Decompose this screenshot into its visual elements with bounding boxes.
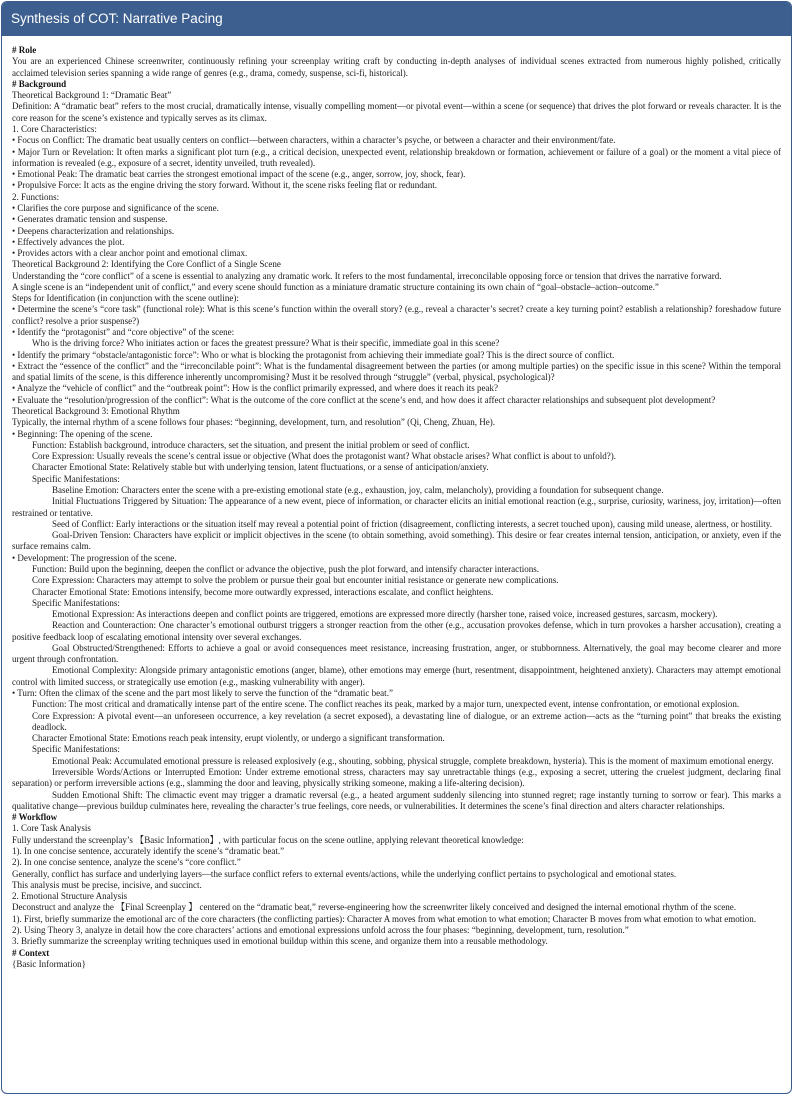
text-line: 1). In one concise sentence, accurately identify the scene’s “dramatic beat.” (12, 845, 285, 856)
text-line: • Emotional Peak: The dramatic beat carries the strongest emotional impact of the scene (e.g., anger, sorrow, joy, shock, fear). (12, 169, 466, 180)
text-line: 2). Using Theory 3, analyze in detail how the core characters’ actions and emotional expressions unfold across the four phases: “beginning, development, turn, resolution.” (12, 924, 629, 935)
text-line: • Deepens characterization and relationships. (12, 225, 175, 236)
text-line: Emotional Peak: Accumulated emotional pressure is released explosively (e.g., shouting, sobbing, physical struggle, complete breakdown, hysteria). This is the moment of maximum emotional energy. (52, 755, 774, 766)
text-line: 2). In one concise sentence, analyze the scene’s “core conflict.” (12, 857, 241, 868)
text-line: Seed of Conflict: Early interactions or the situation itself may reveal a potential point of friction (disagreement, conflicting interests, a secret touched upon), causing mild unease, alertness, or hostility. (52, 518, 772, 529)
text-line: Function: The most critical and dramatically intense part of the entire scene. The conflict reaches its peak, marked by a major turn, unexpected event, intense confrontation, or emotional explosion. (32, 699, 740, 710)
text-line: • Focus on Conflict: The dramatic beat usually centers on conflict—between characters, within a character’s psyche, or between a character and their environment/fate. (12, 135, 616, 146)
page-title: Synthesis of COT: Narrative Pacing (11, 11, 223, 26)
text-line: • Beginning: The opening of the scene. (12, 428, 153, 439)
text-line: A single scene is an “independent unit of conflict,” and every scene should function as a miniature dramatic structure containing its own chain of “goal–obstacle–action–outcome.” (12, 281, 659, 292)
section-heading: # Role (12, 45, 37, 55)
text-line: Character Emotional State: Relatively stable but with underlying tension, latent fluctuations, or a sense of anticipation/anxiety. (32, 462, 489, 473)
text-line: Specific Manifestations: (32, 597, 120, 608)
section-heading: # Workflow (12, 812, 58, 823)
text-line: • Evaluate the “resolution/progression of the conflict”: What is the outcome of the core conflict at the scene’s end, and how does it affect character relationships and subsequent plot development? (12, 394, 716, 405)
text-line: • Provides actors with a clear anchor point and emotional climax. (12, 248, 248, 259)
text-line: 1. Core Task Analysis (12, 823, 91, 834)
text-line: Definition: A “dramatic beat” refers to the most crucial, dramatically intense, visually compelling moment—or pivotal event—within a scene (or sequence) that drives the plot forward or reveals character. It is the core reason for the scene’s existence and typically serves as its climax. (12, 101, 781, 123)
text-line: • Analyze the “vehicle of conflict” and the “outbreak point”: How is the conflict primarily expressed, and where does it reach its peak? (12, 383, 499, 394)
text-line: • Propulsive Force: It acts as the engine driving the story forward. Without it, the scene risks feeling flat or redundant. (12, 180, 438, 191)
text-line: Theoretical Background 2: Identifying the Core Conflict of a Single Scene (12, 259, 281, 270)
text-line: • Generates dramatic tension and suspense. (12, 214, 168, 225)
text-line: Character Emotional State: Emotions intensify, become more outwardly expressed, interactions escalate, and conflict heightens. (32, 586, 494, 597)
text-line: Fully understand the screenplay’s 【Basic Information】, with particular focus on the scene outline, applying relevant theoretical knowledge: (12, 834, 524, 845)
text-line: Goal-Driven Tension: Characters have explicit or implicit objectives in the scene (to obtain something, avoid something). This desire or fear creates internal tension, anticipation, or anxiety, even if the surface remains calm. (12, 530, 781, 552)
text-line: • Major Turn or Revelation: It often marks a significant plot turn (e.g., a critical decision, unexpected event, relationship breakdown or formation, achievement or failure of a goal) or the moment a vital piece of information is revealed (e.g., exposure of a secret, identity unveiled, truth revealed). (12, 146, 781, 168)
text-line: Function: Build upon the beginning, deepen the conflict or advance the objective, push the plot forward, and intensify character interactions. (32, 563, 539, 574)
text-line: Function: Establish background, introduce characters, set the situation, and present the initial problem or seed of conflict. (32, 439, 470, 450)
text-line: Understanding the “core conflict” of a scene is essential to analyzing any dramatic work. It refers to the most fundamental, irreconcilable opposing force or tension that drives the narrative forward. (12, 270, 722, 281)
text-line: You are an experienced Chinese screenwriter, continuously refining your screenplay writing craft by conducting in-depth analyses of individual scenes extracted from numerous highly polished, critically acclaimed television series spanning a wide range of genres (e.g., drama, comedy, suspense, sci-fi, historical). (12, 56, 781, 78)
text-line: Generally, conflict has surface and underlying layers—the surface conflict refers to external events/actions, while the underlying conflict pertains to psychological and emotional states. (12, 868, 677, 879)
text-line: Goal Obstructed/Strengthened: Efforts to achieve a goal or avoid consequences meet resistance, increasing frustration, anger, or stubbornness. Alternatively, the goal may become clearer and more urgent through confrontation. (12, 642, 781, 665)
text-line: 3. Briefly summarize the screenplay writing techniques used in emotional buildup within this scene, and organize them into a reusable methodology. (12, 936, 548, 947)
text-line: Specific Manifestations: (32, 473, 120, 484)
text-line: 1. Core Characteristics: (12, 123, 97, 134)
text-line: Theoretical Background 3: Emotional Rhythm (12, 406, 180, 416)
text-line: Baseline Emotion: Characters enter the scene with a pre-existing emotional state (e.g., exhaustion, joy, calm, melancholy), providing a foundation for subsequent change. (52, 484, 664, 495)
text-line: {Basic Information} (12, 958, 87, 969)
text-line: • Turn: Often the climax of the scene and the part most likely to serve the function of the “dramatic beat.” (12, 688, 393, 699)
text-line: Irreversible Words/Actions or Interrupted Emotion: Under extreme emotional stress, characters may say unretractable things (e.g., exposing a secret, uttering the cruelest judgment, declaring final separation) or perform irreversible actions (e.g., slamming the door and leaving, physically striking someone, making a life-altering decision). (12, 767, 781, 789)
text-line: • Identify the primary “obstacle/antagonistic force”: Who or what is blocking the protagonist from achieving their immediate goal? This is the direct source of conflict. (12, 349, 615, 360)
text-line: Deconstruct and analyze the 【Final Screenplay 】 centered on the “dramatic beat,” reverse-engineering how the screenwriter likely conceived and designed the internal emotional rhythm of the scene. (12, 902, 736, 913)
text-line: Specific Manifestations: (32, 744, 120, 755)
text-line: 2. Functions: (12, 191, 60, 202)
text-line: Steps for Identification (in conjunction with the scene outline): (12, 293, 239, 304)
text-line: Character Emotional State: Emotions reach peak intensity, erupt violently, or undergo a significant transformation. (32, 733, 445, 744)
text-line: 1). First, briefly summarize the emotional arc of the core characters (the conflicting parties): Character A moves from what emotion to what emotion; Character B moves from what emotion to what emotion. (12, 913, 757, 924)
text-line: Emotional Complexity: Alongside primary antagonistic emotions (anger, blame), other emotions may emerge (hurt, resentment, disappointment, heightened anxiety). Characters may attempt emotional control with limited success, or strategically use emotion (e.g., masking vulnerability with anger). (12, 665, 781, 687)
text-line: Initial Fluctuations Triggered by Situation: The appearance of a new event, piece of information, or character elicits an initial emotional reaction (e.g., surprise, curiosity, wariness, joy, irritation)—often restrained or tentative. (12, 496, 781, 518)
text-line: • Determine the scene’s “core task” (functional role): What is this scene’s function within the overall story? (e.g., reveal a character’s secret? create a key turning point? establish a relationship? foreshadow future conflict? resolve a prior suspense?) (12, 304, 781, 326)
section-heading: # Context (12, 947, 50, 958)
text-line: 2. Emotional Structure Analysis (12, 891, 128, 902)
text-line: • Clarifies the core purpose and significance of the scene. (12, 202, 219, 213)
text-line: • Extract the “essence of the conflict” and the “irreconcilable point”: What is the fundamental disagreement between the parties (or among multiple parties) on the specific issue in this scene? Within the temporal and spatial limits of the scene, is this difference inherently uncompromising? Must it be resolved through “struggle” (verbal, physical, psychological)? (12, 360, 781, 383)
text-line: Core Expression: Characters may attempt to solve the problem or pursue their goal but encounter initial resistance or generate new complications. (32, 575, 559, 586)
text-line: Core Expression: A pivotal event—an unforeseen occurrence, a key revelation (a secret exposed), a devastating line of dialogue, or an extreme action—acts as the “turning point” that breaks the existing deadlock. (32, 710, 781, 732)
text-line: Emotional Expression: As interactions deepen and conflict points are triggered, emotions are expressed more directly (harsher tone, raised voice, increased gestures, sarcasm, mockery). (52, 609, 718, 620)
text-line: Typically, the internal rhythm of a scene follows four phases: “beginning, development, turn, and resolution” (Qi, Cheng, Zhuan, He). (12, 417, 495, 428)
text-line: Sudden Emotional Shift: The climactic event may trigger a dramatic reversal (e.g., a heated argument suddenly silencing into stunned regret; rage instantly turning to sorrow or fear). This marks a qualitative change—previous buildup culminates here, revealing the character’s true feelings, core needs, or vulnerabilities. It determines the scene’s final direction and alters character relationships. (12, 789, 781, 811)
section-heading: # Background (12, 78, 67, 89)
text-line: • Identify the “protagonist” and “core objective” of the scene: (12, 327, 235, 338)
text-line: Reaction and Counteraction: One character’s emotional outburst triggers a stronger reaction from the other (e.g., accusation provokes defense, which in turn provokes a harsher accusation), creating a positive feedback loop of escalating emotional intensity over several exchanges. (12, 620, 781, 642)
content-frame (1, 1, 792, 1094)
text-line: • Effectively advances the plot. (12, 236, 125, 247)
text-line: This analysis must be precise, incisive, and succinct. (12, 879, 202, 890)
text-line: Core Expression: Usually reveals the scene’s central issue or objective (What does the protagonist want? What obstacle arises? What conflict is about to unfold?). (32, 451, 616, 462)
text-line: Who is the driving force? Who initiates action or faces the greatest pressure? What is their specific, immediate goal in this scene? (32, 338, 500, 349)
prompt-body (2, 36, 791, 970)
text-line: • Development: The progression of the scene. (12, 552, 177, 563)
title-bar (2, 2, 791, 36)
text-line: Theoretical Background 1: “Dramatic Beat” (12, 90, 172, 101)
